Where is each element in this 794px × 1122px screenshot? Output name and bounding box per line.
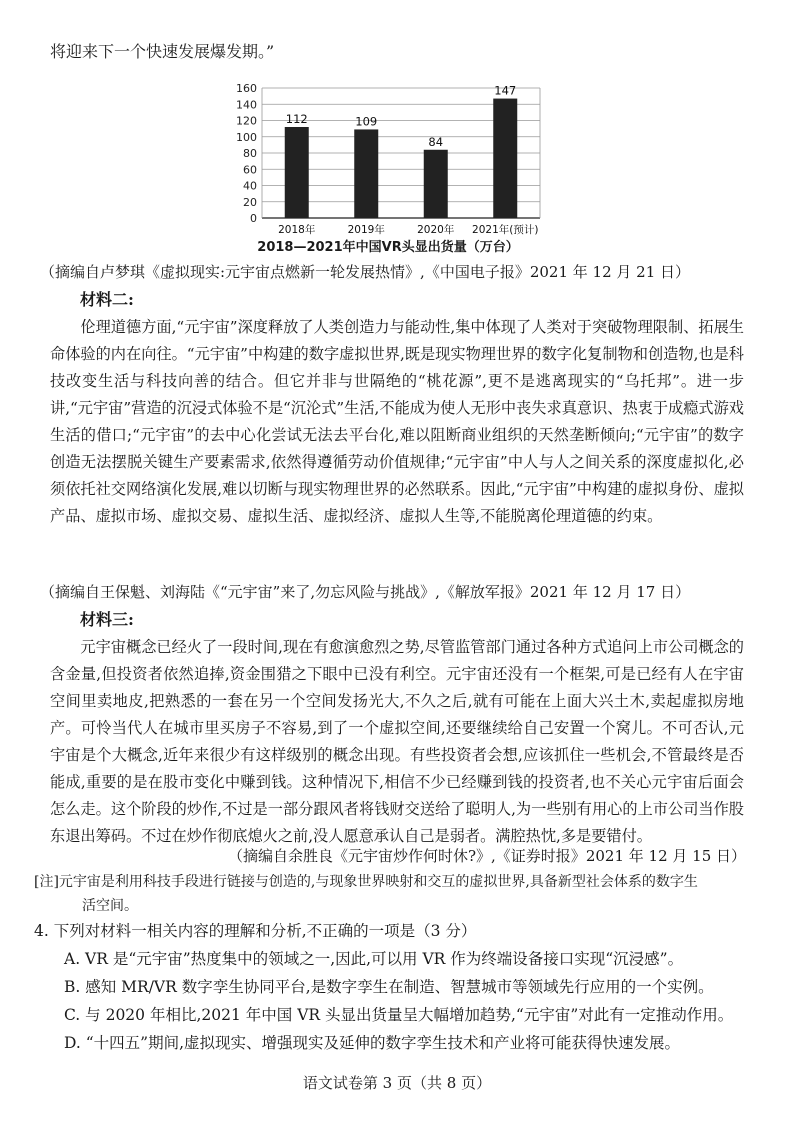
material-3-paragraph: 元宇宙概念已经火了一段时间,现在有愈演愈烈之势,尽管监管部门通过各种方式追问上市公司概念的含金量,但投资者依然追捧,资金围猎之下眼中已没有利空。元宇宙还没有一个框架,可是已经有人在宇宙空间里卖地皮,把熟悉的一套在另一个空间发扬光大,不久之后,就有可能在上面大兴土木,卖起虚拟房地产。可怜当代人在城市里买房子不容易,到了一个虚拟空间,还要继续给自己安置一个窝儿。不可否认,元宇宙是个大概念,近年来很少有这样级别的概念出现。有些投资者会想,应该抓住一些机会,不管最终是否能成,重要的是在股市变化中赚到钱。这种情况下,相信不少已经赚到钱的投资者,也不关心元宇宙后面会怎么走。这个阶段的炒作,不过是一部分跟风者将钱财交送给了聪明人,为一些别有用心的上市公司当作股东退出筹码。不过在炒作彻底熄火之前,没人愿意承认自己是弱者。满腔热忱,多是要错付。 <box>50 638 744 845</box>
material-3-heading: 材料三: <box>80 610 134 629</box>
bar <box>424 150 448 218</box>
question-stem: 4. 下列对材料一相关内容的理解和分析,不正确的一项是（3 分） <box>34 922 477 940</box>
page-footer: 语文试卷第 3 页（共 8 页） <box>302 1074 492 1092</box>
vr-shipment-bar-chart <box>228 78 548 260</box>
option-b[interactable]: B. 感知 MR/VR 数字孪生协同平台,是数字孪生在制造、智慧城市等领域先行应用的一个实例。 <box>64 978 714 996</box>
y-tick-label: 140 <box>236 98 257 112</box>
x-tick-label: 2018年 <box>278 224 316 236</box>
bar <box>354 129 378 218</box>
material-2-paragraph: 伦理道德方面,“元宇宙”深度释放了人类创造力与能动性,集中体现了人类对于突破物理限制、拓展生命体验的内在向往。“元宇宙”中构建的数字虚拟世界,既是现实物理世界的数字化复制物和创造物,也是科技改变生活与科技向善的结合。但它并非与世隔绝的“桃花源”,更不是逃离现实的“乌托邦”。进一步讲,“元宇宙”营造的沉浸式体验不是“沉沦式”生活,不能成为使人无形中丧失求真意识、热衷于成瘾式游戏生活的借口;“元宇宙”的去中心化尝试无法去平台化,难以阻断商业组织的天然垄断倾向;“元宇宙”的数字创造无法摆脱关键生产要素需求,依然得遵循劳动价值规律;“元宇宙”中人与人之间关系的深度虚拟化,必须依托社交网络演化发展,难以切断与现实物理世界的必然联系。因此,“元宇宙”中构建的虚拟身份、虚拟产品、虚拟市场、虚拟交易、虚拟生活、虚拟经济、虚拟人生等,不能脱离伦理道德的约束。 <box>50 318 744 525</box>
bar-data-label: 112 <box>285 112 308 126</box>
option-d[interactable]: D. “十四五”期间,虚拟现实、增强现实及延伸的数字孪生技术和产业将可能获得快速发展。 <box>64 1034 681 1052</box>
bar-data-label: 109 <box>355 114 378 129</box>
lead-in-text: 将迎来下一个快速发展爆发期。” <box>50 42 275 61</box>
y-tick-label: 40 <box>243 179 257 193</box>
option-c[interactable]: C. 与 2020 年相比,2021 年中国 VR 头显出货量呈大幅增加趋势,“元宇宙”对此有一定推动作用。 <box>64 1006 734 1024</box>
bar-data-label: 84 <box>428 134 444 149</box>
source-material-1: （摘编自卢梦琪《虚拟现实:元宇宙点燃新一轮发展热情》,《中国电子报》2021 年 12 月 21 日） <box>40 263 691 281</box>
y-tick-label: 0 <box>250 212 257 225</box>
note-line-2: 活空间。 <box>82 898 138 914</box>
bar-data-label: 147 <box>494 83 517 98</box>
chart-title: 2018—2021年中国VR头显出货量（万台） <box>257 240 519 255</box>
y-tick-label: 120 <box>236 114 257 128</box>
y-tick-label: 100 <box>236 130 257 144</box>
material-2-heading: 材料二: <box>80 290 134 309</box>
x-tick-label: 2019年 <box>347 224 385 236</box>
note-line-1: [注]元宇宙是利用科技手段进行链接与创造的,与现象世界映射和交互的虚拟世界,具备新型社会体系的数字生 <box>34 874 698 890</box>
option-a[interactable]: A. VR 是“元宇宙”热度集中的领域之一,因此,可以用 VR 作为终端设备接口实现“沉浸感”。 <box>64 950 684 968</box>
bar <box>493 99 517 218</box>
question-4 <box>34 917 754 1057</box>
x-tick-label: 2020年 <box>417 224 455 236</box>
annotation-note <box>34 870 744 918</box>
source-material-3: （摘编自余胜良《元宇宙炒作何时休?》,《证券时报》2021 年 12 月 15 日） <box>228 847 747 865</box>
y-tick-label: 60 <box>243 163 257 177</box>
bar <box>285 127 309 218</box>
y-tick-label: 80 <box>243 147 257 160</box>
source-material-2: （摘编自王保魁、刘海陆《“元宇宙”来了,勿忘风险与挑战》,《解放军报》2021 年 12 月 17 日） <box>40 583 691 601</box>
y-tick-label: 160 <box>236 82 257 95</box>
x-tick-label: 2021年(预计) <box>472 224 539 236</box>
y-tick-label: 20 <box>243 195 257 209</box>
